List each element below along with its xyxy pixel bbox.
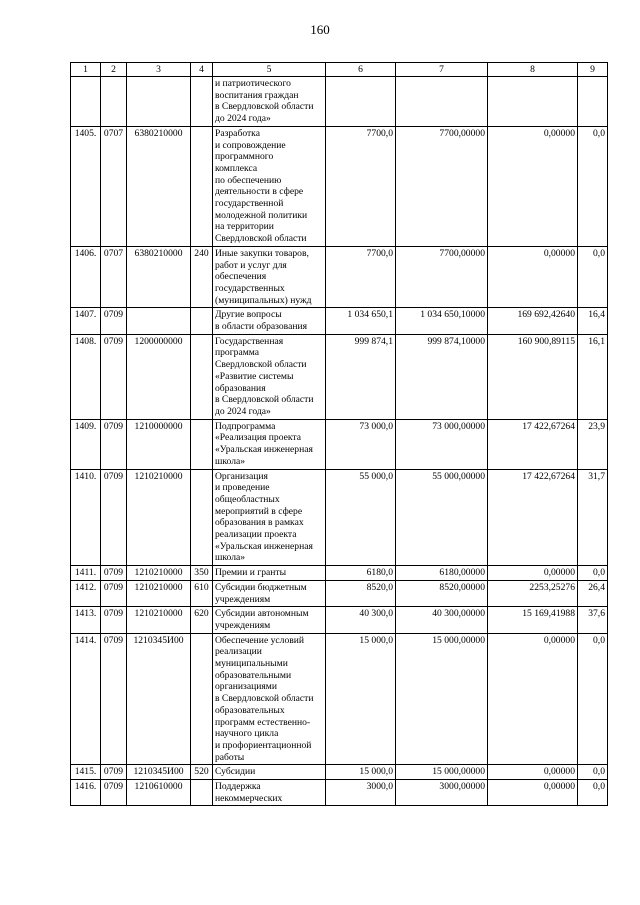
expense-type: 610 — [191, 580, 213, 606]
table-row — [71, 765, 608, 780]
target-code: 1210000000 — [127, 419, 191, 469]
percent-value: 37,6 — [578, 607, 608, 633]
header-cell: 7 — [396, 63, 488, 77]
expense-type: 350 — [191, 566, 213, 581]
planned-value: 999 874,1 — [326, 334, 396, 419]
percent-value: 31,7 — [578, 469, 608, 566]
executed-value: 0,00000 — [488, 780, 578, 806]
percent-value — [578, 77, 608, 127]
expense-type — [191, 419, 213, 469]
section-code: 0709 — [101, 580, 127, 606]
planned-value: 6180,0 — [326, 566, 396, 581]
approved-value: 1 034 650,10000 — [396, 308, 488, 334]
target-code: 6380210000 — [127, 246, 191, 308]
section-code: 0709 — [101, 308, 127, 334]
header-cell: 9 — [578, 63, 608, 77]
table-row — [71, 77, 608, 127]
expense-type: 240 — [191, 246, 213, 308]
planned-value: 40 300,0 — [326, 607, 396, 633]
table-row — [71, 580, 608, 606]
executed-value: 169 692,42640 — [488, 308, 578, 334]
approved-value: 999 874,10000 — [396, 334, 488, 419]
table-row — [71, 607, 608, 633]
executed-value: 2253,25276 — [488, 580, 578, 606]
approved-value: 7700,00000 — [396, 246, 488, 308]
page-number: 160 — [310, 22, 330, 37]
approved-value: 73 000,00000 — [396, 419, 488, 469]
planned-value: 7700,0 — [326, 126, 396, 246]
table-row — [71, 126, 608, 246]
row-number: 1406. — [71, 246, 101, 308]
table-row — [71, 246, 608, 308]
item-name: Субсидии бюджетным учреждениям — [213, 580, 326, 606]
row-number: 1411. — [71, 566, 101, 581]
row-number: 1414. — [71, 633, 101, 765]
percent-value: 0,0 — [578, 246, 608, 308]
section-code: 0709 — [101, 607, 127, 633]
item-name: Субсидии автономным учреждениям — [213, 607, 326, 633]
target-code: 1210345И00 — [127, 633, 191, 765]
planned-value — [326, 77, 396, 127]
executed-value: 15 169,41988 — [488, 607, 578, 633]
percent-value: 0,0 — [578, 780, 608, 806]
planned-value: 73 000,0 — [326, 419, 396, 469]
approved-value: 3000,00000 — [396, 780, 488, 806]
percent-value: 23,9 — [578, 419, 608, 469]
expense-type — [191, 334, 213, 419]
section-code — [101, 77, 127, 127]
item-name: Государственная программа Свердловской области «Развитие системы образования в Свердловской области до 2024 года» — [213, 334, 326, 419]
expense-type — [191, 77, 213, 127]
header-cell: 8 — [488, 63, 578, 77]
row-number: 1410. — [71, 469, 101, 566]
executed-value: 0,00000 — [488, 765, 578, 780]
percent-value: 0,0 — [578, 765, 608, 780]
planned-value: 55 000,0 — [326, 469, 396, 566]
table-row — [71, 780, 608, 806]
header-cell: 6 — [326, 63, 396, 77]
expense-type — [191, 308, 213, 334]
percent-value: 26,4 — [578, 580, 608, 606]
item-name: Иные закупки товаров, работ и услуг для обеспечения государственных (муниципальных) нужд — [213, 246, 326, 308]
section-code: 0709 — [101, 419, 127, 469]
approved-value: 8520,00000 — [396, 580, 488, 606]
table-row — [71, 469, 608, 566]
approved-value: 40 300,00000 — [396, 607, 488, 633]
executed-value: 160 900,89115 — [488, 334, 578, 419]
item-name: Подпрограмма «Реализация проекта «Уральская инженерная школа» — [213, 419, 326, 469]
planned-value: 1 034 650,1 — [326, 308, 396, 334]
percent-value: 16,1 — [578, 334, 608, 419]
row-number: 1415. — [71, 765, 101, 780]
target-code: 6380210000 — [127, 126, 191, 246]
approved-value: 55 000,00000 — [396, 469, 488, 566]
approved-value: 15 000,00000 — [396, 633, 488, 765]
planned-value: 3000,0 — [326, 780, 396, 806]
executed-value: 17 422,67264 — [488, 469, 578, 566]
section-code: 0707 — [101, 126, 127, 246]
table-row — [71, 633, 608, 765]
item-name: Премии и гранты — [213, 566, 326, 581]
item-name: Разработка и сопровождение программного комплекса по обеспечению деятельности в сфере государственной молодежной политики на территории Свердловской области — [213, 126, 326, 246]
row-number: 1413. — [71, 607, 101, 633]
section-code: 0709 — [101, 469, 127, 566]
section-code: 0709 — [101, 780, 127, 806]
approved-value: 6180,00000 — [396, 566, 488, 581]
percent-value: 0,0 — [578, 126, 608, 246]
header-cell: 3 — [127, 63, 191, 77]
target-code: 1200000000 — [127, 334, 191, 419]
executed-value: 0,00000 — [488, 633, 578, 765]
planned-value: 8520,0 — [326, 580, 396, 606]
target-code: 1210210000 — [127, 566, 191, 581]
table-row — [71, 308, 608, 334]
row-number: 1416. — [71, 780, 101, 806]
table-row — [71, 419, 608, 469]
planned-value: 7700,0 — [326, 246, 396, 308]
row-number: 1405. — [71, 126, 101, 246]
target-code — [127, 308, 191, 334]
executed-value: 0,00000 — [488, 566, 578, 581]
planned-value: 15 000,0 — [326, 765, 396, 780]
expense-type: 520 — [191, 765, 213, 780]
item-name: Субсидии — [213, 765, 326, 780]
executed-value: 0,00000 — [488, 246, 578, 308]
item-name: Организация и проведение общеобластных мероприятий в сфере образования в рамках реализации проекта «Уральская инженерная школа» — [213, 469, 326, 566]
approved-value — [396, 77, 488, 127]
table-body — [71, 77, 608, 806]
executed-value: 17 422,67264 — [488, 419, 578, 469]
executed-value — [488, 77, 578, 127]
item-name: и патриотического воспитания граждан в Свердловской области до 2024 года» — [213, 77, 326, 127]
section-code: 0709 — [101, 633, 127, 765]
header-cell: 4 — [191, 63, 213, 77]
expense-type — [191, 469, 213, 566]
approved-value: 7700,00000 — [396, 126, 488, 246]
expense-type — [191, 780, 213, 806]
item-name: Поддержка некоммерческих — [213, 780, 326, 806]
row-number: 1408. — [71, 334, 101, 419]
header-row — [71, 63, 608, 77]
expense-type — [191, 126, 213, 246]
budget-table — [70, 62, 608, 806]
item-name: Другие вопросы в области образования — [213, 308, 326, 334]
target-code: 1210210000 — [127, 580, 191, 606]
executed-value: 0,00000 — [488, 126, 578, 246]
row-number: 1407. — [71, 308, 101, 334]
percent-value: 0,0 — [578, 633, 608, 765]
percent-value: 0,0 — [578, 566, 608, 581]
section-code: 0709 — [101, 334, 127, 419]
approved-value: 15 000,00000 — [396, 765, 488, 780]
table-row — [71, 334, 608, 419]
row-number: 1412. — [71, 580, 101, 606]
table-row — [71, 566, 608, 581]
section-code: 0707 — [101, 246, 127, 308]
header-cell: 5 — [213, 63, 326, 77]
item-name: Обеспечение условий реализации муниципальными образовательными организациями в Свердловской области образовательных программ естественно- научного цикла и профориентационной работы — [213, 633, 326, 765]
header-cell: 2 — [101, 63, 127, 77]
row-number — [71, 77, 101, 127]
section-code: 0709 — [101, 566, 127, 581]
expense-type — [191, 633, 213, 765]
header-cell: 1 — [71, 63, 101, 77]
target-code — [127, 77, 191, 127]
planned-value: 15 000,0 — [326, 633, 396, 765]
row-number: 1409. — [71, 419, 101, 469]
percent-value: 16,4 — [578, 308, 608, 334]
target-code: 1210345И00 — [127, 765, 191, 780]
target-code: 1210210000 — [127, 469, 191, 566]
expense-type: 620 — [191, 607, 213, 633]
target-code: 1210210000 — [127, 607, 191, 633]
section-code: 0709 — [101, 765, 127, 780]
target-code: 1210610000 — [127, 780, 191, 806]
